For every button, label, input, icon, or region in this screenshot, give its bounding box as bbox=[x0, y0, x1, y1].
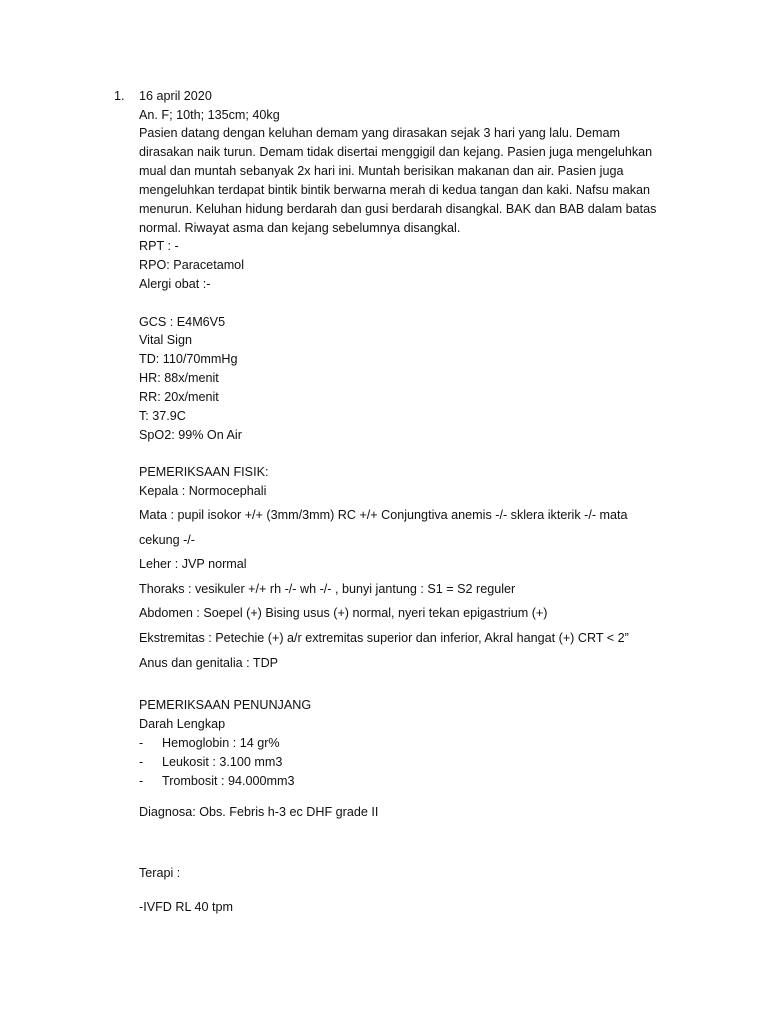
leukosit-item: Leukosit : 3.100 mm3 bbox=[162, 755, 283, 769]
list-bullet: - bbox=[139, 736, 144, 750]
temperature-line: T: 37.9C bbox=[139, 409, 186, 423]
kepala-line: Kepala : Normocephali bbox=[139, 484, 267, 498]
patient-info: An. F; 10th; 135cm; 40kg bbox=[139, 108, 280, 122]
spo2-line: SpO2: 99% On Air bbox=[139, 428, 242, 442]
rr-line: RR: 20x/menit bbox=[139, 390, 219, 404]
anus-genitalia-line: Anus dan genitalia : TDP bbox=[139, 656, 279, 670]
trombosit-item: Trombosit : 94.000mm3 bbox=[162, 774, 295, 788]
lab-heading: PEMERIKSAAN PENUNJANG bbox=[139, 698, 312, 712]
leher-line: Leher : JVP normal bbox=[139, 557, 247, 571]
gcs-line: GCS : E4M6V5 bbox=[139, 315, 226, 329]
lab-subheading: Darah Lengkap bbox=[139, 717, 226, 731]
hemoglobin-item: Hemoglobin : 14 gr% bbox=[162, 736, 280, 750]
rpo-line: RPO: Paracetamol bbox=[139, 258, 244, 272]
anamnesis-line: normal. Riwayat asma dan kejang sebelumnya disangkal. bbox=[139, 221, 461, 235]
td-line: TD: 110/70mmHg bbox=[139, 352, 238, 366]
rpt-line: RPT : - bbox=[139, 239, 179, 253]
allergy-line: Alergi obat :- bbox=[139, 277, 211, 291]
therapy-item: -IVFD RL 40 tpm bbox=[139, 900, 234, 914]
therapy-heading: Terapi : bbox=[139, 866, 181, 880]
physical-exam-heading: PEMERIKSAAN FISIK: bbox=[139, 465, 269, 479]
entry-date: 16 april 2020 bbox=[139, 89, 212, 103]
hr-line: HR: 88x/menit bbox=[139, 371, 219, 385]
thoraks-line: Thoraks : vesikuler +/+ rh -/- wh -/- , bunyi jantung : S1 = S2 reguler bbox=[139, 582, 516, 596]
diagnosis-line: Diagnosa: Obs. Febris h-3 ec DHF grade II bbox=[139, 805, 379, 819]
mata-line: Mata : pupil isokor +/+ (3mm/3mm) RC +/+ Conjungtiva anemis -/- sklera ikterik -/- mata bbox=[139, 508, 628, 522]
mata-line-continued: cekung -/- bbox=[139, 533, 195, 547]
abdomen-line: Abdomen : Soepel (+) Bising usus (+) normal, nyeri tekan epigastrium (+) bbox=[139, 606, 548, 620]
anamnesis-line: mual dan muntah sebanyak 2x hari ini. Muntah berisikan makanan dan air. Pasien juga bbox=[139, 164, 624, 178]
anamnesis-paragraph bbox=[139, 124, 679, 238]
anamnesis-line: mengeluhkan terdapat bintik bintik berwarna merah di kedua tangan dan kaki. Nafsu makan bbox=[139, 183, 651, 197]
anamnesis-line: dirasakan naik turun. Demam tidak disertai menggigil dan kejang. Pasien juga mengeluhkan bbox=[139, 145, 653, 159]
entry-number: 1. bbox=[114, 89, 125, 103]
ekstremitas-line: Ekstremitas : Petechie (+) a/r extremitas superior dan inferior, Akral hangat (+) CRT < 2” bbox=[139, 631, 629, 645]
vital-sign-heading: Vital Sign bbox=[139, 333, 192, 347]
anamnesis-line: menurun. Keluhan hidung berdarah dan gusi berdarah disangkal. BAK dan BAB dalam batas bbox=[139, 202, 657, 216]
list-bullet: - bbox=[139, 774, 144, 788]
list-bullet: - bbox=[139, 755, 144, 769]
anamnesis-line: Pasien datang dengan keluhan demam yang dirasakan sejak 3 hari yang lalu. Demam bbox=[139, 126, 620, 140]
